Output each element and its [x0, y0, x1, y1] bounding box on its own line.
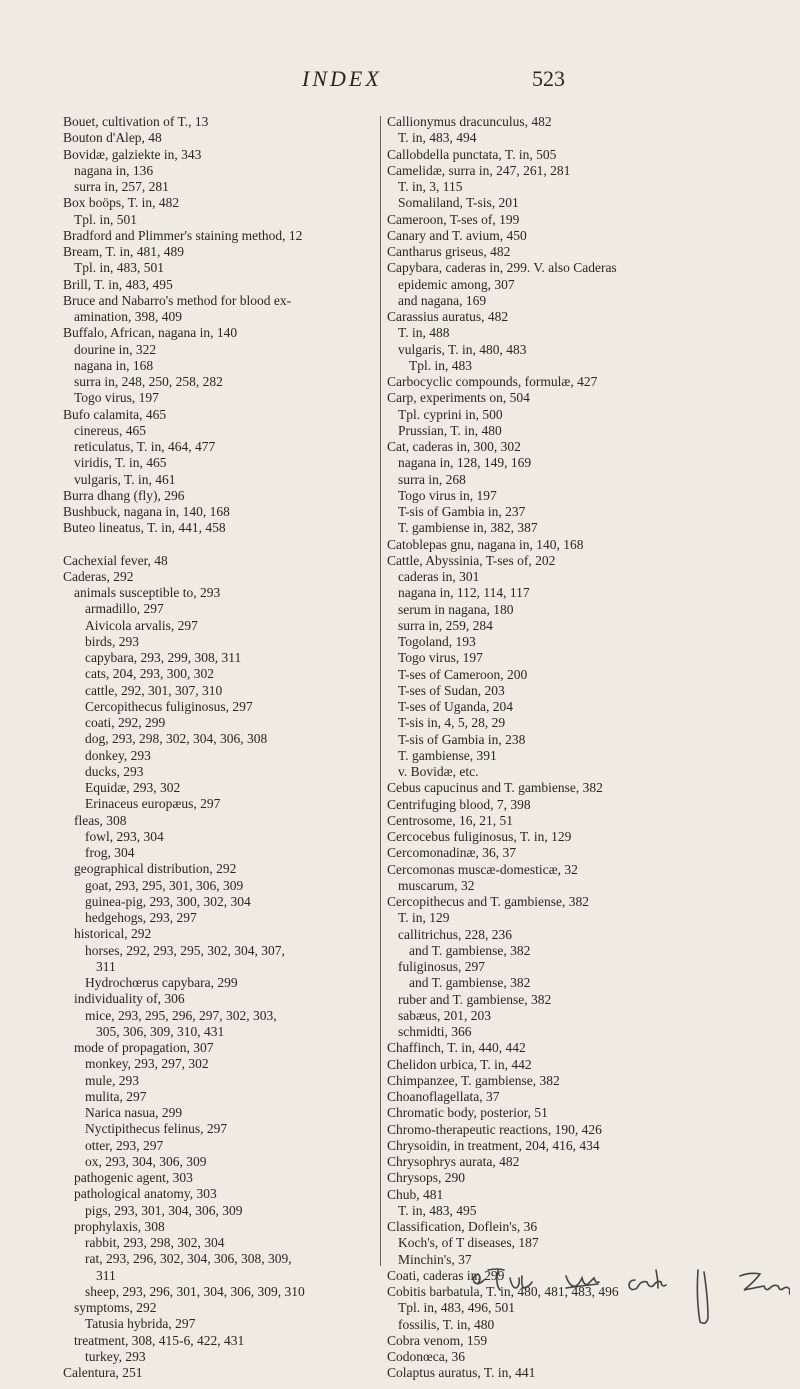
- index-entry: Colaptus auratus, T. in, 441: [387, 1365, 536, 1381]
- index-subentry: T. in, 3, 115: [398, 179, 463, 194]
- index-subentry: surra in, 257, 281: [74, 179, 169, 194]
- index-entry: Callobdella punctata, T. in, 505: [387, 146, 557, 162]
- index-subentry: fowl, 293, 304: [85, 828, 164, 844]
- index-entry: Centrifuging blood, 7, 398: [387, 796, 531, 812]
- running-head: INDEX: [302, 66, 382, 91]
- index-subentry: Koch's, of T diseases, 187: [398, 1235, 539, 1251]
- page-header: [0, 66, 800, 96]
- index-entry: Coati, caderas in, 299: [387, 1267, 505, 1283]
- index-column-right: [387, 114, 735, 1382]
- index-entry: Buffalo, African, nagana in, 140: [63, 325, 238, 341]
- index-entry: Bushbuck, nagana in, 140, 168: [63, 504, 230, 519]
- index-subentry: T. in, 483, 494: [398, 130, 477, 146]
- index-subentry: v. Bovidæ, etc.: [398, 764, 479, 779]
- index-entry: Cobitis barbatula, T. in, 480, 481, 483, 496: [387, 1284, 619, 1299]
- index-subentry: T-sis of Gambia in, 238: [398, 731, 526, 747]
- index-subentry: Somaliland, T-sis, 201: [398, 195, 519, 211]
- index-subentry: T. gambiense, 391: [398, 747, 497, 763]
- index-entry: Cat, caderas in, 300, 302: [387, 439, 521, 454]
- index-subentry: armadillo, 297: [85, 601, 164, 617]
- index-subentry: schmidti, 366: [398, 1024, 472, 1039]
- index-entry: Cercomonas muscæ-domesticæ, 32: [387, 861, 578, 877]
- index-subentry: Togo virus, 197: [398, 650, 483, 666]
- index-subentry: animals susceptible to, 293: [74, 585, 221, 600]
- index-entry: Cercomonadinæ, 36, 37: [387, 845, 516, 861]
- index-subentry: nagana in, 168: [74, 357, 154, 373]
- index-subentry: amination, 398, 409: [74, 309, 182, 324]
- index-entry: Catoblepas gnu, nagana in, 140, 168: [387, 536, 584, 552]
- index-subentry: Togo virus in, 197: [398, 487, 497, 503]
- index-entry: Caderas, 292: [63, 568, 134, 584]
- index-column-left: [63, 114, 375, 1381]
- index-subentry: hedgehogs, 293, 297: [85, 910, 197, 925]
- index-subentry: and T. gambiense, 382: [409, 975, 531, 991]
- index-subentry: ox, 293, 304, 306, 309: [85, 1153, 207, 1169]
- index-subentry: mule, 293: [85, 1072, 139, 1088]
- index-entry: Bouton d'Alep, 48: [63, 130, 162, 146]
- index-subentry: mice, 293, 295, 296, 297, 302, 303,: [85, 1007, 277, 1023]
- index-subentry: cats, 204, 293, 300, 302: [85, 666, 214, 682]
- index-subentry: caderas in, 301: [398, 569, 480, 584]
- index-subentry: Tpl. in, 501: [74, 211, 137, 227]
- index-subentry: serum in nagana, 180: [398, 601, 514, 617]
- index-subentry: birds, 293: [85, 633, 139, 649]
- index-entry: Chelidon urbica, T. in, 442: [387, 1056, 532, 1072]
- index-subentry: vulgaris, T. in, 461: [74, 471, 176, 487]
- index-entry: Chrysops, 290: [387, 1170, 466, 1186]
- index-subentry: monkey, 293, 297, 302: [85, 1056, 209, 1072]
- index-entry: Box boöps, T. in, 482: [63, 195, 180, 211]
- index-entry: Cercopithecus and T. gambiense, 382: [387, 894, 589, 909]
- index-entry: Bouet, cultivation of T., 13: [63, 114, 209, 129]
- index-subentry: fossilis, T. in, 480: [398, 1316, 495, 1332]
- index-subentry: guinea-pig, 293, 300, 302, 304: [85, 893, 251, 909]
- handwritten-signature: [470, 1268, 790, 1328]
- index-subentry: T-ses of Sudan, 203: [398, 682, 505, 698]
- index-subentry: Togoland, 193: [398, 634, 476, 649]
- index-entry: Carbocyclic compounds, formulæ, 427: [387, 374, 598, 389]
- index-subentry: frog, 304: [85, 845, 135, 860]
- index-subentry: capybara, 293, 299, 308, 311: [85, 650, 242, 665]
- index-subentry: T. gambiense in, 382, 387: [398, 520, 538, 536]
- index-subentry: ruber and T. gambiense, 382: [398, 991, 552, 1007]
- index-subentry: callitrichus, 228, 236: [398, 926, 512, 942]
- index-entry: Callionymus dracunculus, 482: [387, 114, 552, 129]
- index-subentry: pigs, 293, 301, 304, 306, 309: [85, 1202, 243, 1218]
- index-entry: Bruce and Nabarro's method for blood ex-: [63, 292, 292, 308]
- index-subentry: geographical distribution, 292: [74, 861, 237, 877]
- index-subentry: T. in, 129: [398, 910, 450, 926]
- index-entry: Bradford and Plimmer's staining method, 12: [63, 227, 303, 243]
- index-entry: Choanoflagellata, 37: [387, 1089, 500, 1104]
- index-subentry: Prussian, T. in, 480: [398, 422, 502, 438]
- index-subentry: dog, 293, 298, 302, 304, 306, 308: [85, 731, 268, 747]
- index-subentry: Tpl. in, 483: [409, 357, 472, 373]
- index-entry: Cobra venom, 159: [387, 1332, 488, 1348]
- index-subentry: coati, 292, 299: [85, 715, 166, 730]
- index-subentry: pathological anatomy, 303: [74, 1186, 217, 1202]
- index-entry: Cercocebus fuliginosus, T. in, 129: [387, 829, 572, 844]
- index-subentry: 311: [96, 1267, 116, 1283]
- index-subentry: Togo virus, 197: [74, 390, 159, 406]
- index-entry: Bream, T. in, 481, 489: [63, 244, 184, 259]
- entry-gap: [63, 537, 375, 553]
- index-entry: Canary and T. avium, 450: [387, 227, 527, 243]
- index-entry: Carassius auratus, 482: [387, 309, 509, 324]
- index-subentry: Minchin's, 37: [398, 1251, 472, 1267]
- index-entry: Chub, 481: [387, 1186, 444, 1202]
- index-subentry: surra in, 259, 284: [398, 617, 493, 633]
- index-subentry: muscarum, 32: [398, 877, 475, 893]
- index-entry: Cantharus griseus, 482: [387, 244, 511, 259]
- index-subentry: T. in, 483, 495: [398, 1202, 477, 1218]
- index-subentry: T-sis in, 4, 5, 28, 29: [398, 715, 506, 731]
- index-subentry: prophylaxis, 308: [74, 1218, 165, 1234]
- index-subentry: sheep, 293, 296, 301, 304, 306, 309, 310: [85, 1283, 305, 1299]
- index-subentry: Tatusia hybrida, 297: [85, 1316, 196, 1332]
- index-subentry: donkey, 293: [85, 747, 151, 763]
- index-entry: Chrysoidin, in treatment, 204, 416, 434: [387, 1137, 600, 1153]
- index-entry: Cebus capucinus and T. gambiense, 382: [387, 780, 603, 796]
- index-entry: Camelidæ, surra in, 247, 261, 281: [387, 162, 571, 178]
- index-subentry: historical, 292: [74, 926, 152, 942]
- index-subentry: mulita, 297: [85, 1088, 147, 1104]
- index-subentry: epidemic among, 307: [398, 276, 515, 292]
- index-subentry: ducks, 293: [85, 763, 144, 779]
- index-subentry: surra in, 268: [398, 471, 466, 487]
- index-subentry: rat, 293, 296, 302, 304, 306, 308, 309,: [85, 1251, 292, 1267]
- index-subentry: cinereus, 465: [74, 422, 146, 438]
- page-number: 523: [532, 66, 565, 91]
- index-subentry: 311: [96, 958, 116, 974]
- index-subentry: Tpl. in, 483, 501: [74, 260, 164, 276]
- index-subentry: mode of propagation, 307: [74, 1040, 214, 1055]
- index-entry: Bovidæ, galziekte in, 343: [63, 146, 202, 162]
- index-subentry: nagana in, 112, 114, 117: [398, 585, 530, 601]
- index-entry: Chaffinch, T. in, 440, 442: [387, 1040, 526, 1056]
- index-entry: Capybara, caderas in, 299. V. also Caderas: [387, 260, 617, 276]
- index-entry: Buteo lineatus, T. in, 441, 458: [63, 520, 226, 536]
- index-subentry: T-sis of Gambia in, 237: [398, 504, 526, 519]
- index-subentry: Tpl. cyprini in, 500: [398, 406, 503, 422]
- index-subentry: Nyctipithecus felinus, 297: [85, 1121, 228, 1137]
- index-subentry: nagana in, 136: [74, 162, 154, 178]
- index-entry: Chromo-therapeutic reactions, 190, 426: [387, 1121, 602, 1137]
- index-entry: Centrosome, 16, 21, 51: [387, 812, 513, 828]
- index-subentry: dourine in, 322: [74, 341, 157, 357]
- index-entry: Codonœca, 36: [387, 1349, 465, 1364]
- index-subentry: goat, 293, 295, 301, 306, 309: [85, 877, 244, 893]
- index-entry: Calentura, 251: [63, 1365, 143, 1380]
- index-entry: Chimpanzee, T. gambiense, 382: [387, 1072, 560, 1088]
- index-subentry: Equidæ, 293, 302: [85, 780, 181, 795]
- index-subentry: and T. gambiense, 382: [409, 942, 531, 958]
- index-subentry: 305, 306, 309, 310, 431: [96, 1023, 225, 1039]
- index-subentry: vulgaris, T. in, 480, 483: [398, 341, 527, 357]
- index-subentry: Erinaceus europæus, 297: [85, 796, 221, 812]
- index-subentry: T-ses of Uganda, 204: [398, 699, 513, 714]
- index-subentry: fleas, 308: [74, 812, 127, 828]
- index-subentry: otter, 293, 297: [85, 1137, 164, 1153]
- index-subentry: nagana in, 128, 149, 169: [398, 455, 532, 471]
- index-subentry: treatment, 308, 415-6, 422, 431: [74, 1332, 245, 1348]
- index-entry: Chromatic body, posterior, 51: [387, 1105, 548, 1121]
- index-entry: Burra dhang (fly), 296: [63, 487, 185, 503]
- index-subentry: viridis, T. in, 465: [74, 455, 167, 471]
- index-entry: Cameroon, T-ses of, 199: [387, 211, 520, 227]
- index-subentry: pathogenic agent, 303: [74, 1170, 193, 1185]
- index-entry: Chrysophrys aurata, 482: [387, 1154, 520, 1169]
- index-subentry: Cercopithecus fuliginosus, 297: [85, 698, 253, 714]
- index-subentry: fuliginosus, 297: [398, 959, 486, 974]
- index-entry: Cachexial fever, 48: [63, 552, 168, 568]
- index-subentry: symptoms, 292: [74, 1300, 157, 1315]
- index-subentry: sabæus, 201, 203: [398, 1007, 492, 1023]
- index-subentry: rabbit, 293, 298, 302, 304: [85, 1235, 225, 1250]
- index-subentry: Hydrochœrus capybara, 299: [85, 975, 238, 990]
- index-subentry: Narica nasua, 299: [85, 1105, 183, 1120]
- index-subentry: reticulatus, T. in, 464, 477: [74, 439, 216, 454]
- index-subentry: and nagana, 169: [398, 292, 487, 308]
- index-subentry: individuality of, 306: [74, 991, 185, 1007]
- index-subentry: turkey, 293: [85, 1348, 146, 1364]
- index-subentry: surra in, 248, 250, 258, 282: [74, 374, 223, 389]
- index-subentry: cattle, 292, 301, 307, 310: [85, 682, 223, 698]
- column-divider: [380, 116, 381, 1266]
- index-entry: Cattle, Abyssinia, T-ses of, 202: [387, 552, 556, 568]
- index-entry: Carp, experiments on, 504: [387, 390, 530, 406]
- index-entry: Bufo calamita, 465: [63, 406, 167, 422]
- index-subentry: T-ses of Cameroon, 200: [398, 666, 528, 682]
- index-subentry: horses, 292, 293, 295, 302, 304, 307,: [85, 942, 285, 958]
- index-subentry: Aivicola arvalis, 297: [85, 617, 198, 633]
- index-subentry: Tpl. in, 483, 496, 501: [398, 1300, 515, 1316]
- index-entry: Classification, Doflein's, 36: [387, 1219, 538, 1234]
- index-entry: Brill, T. in, 483, 495: [63, 276, 173, 292]
- index-subentry: T. in, 488: [398, 325, 450, 341]
